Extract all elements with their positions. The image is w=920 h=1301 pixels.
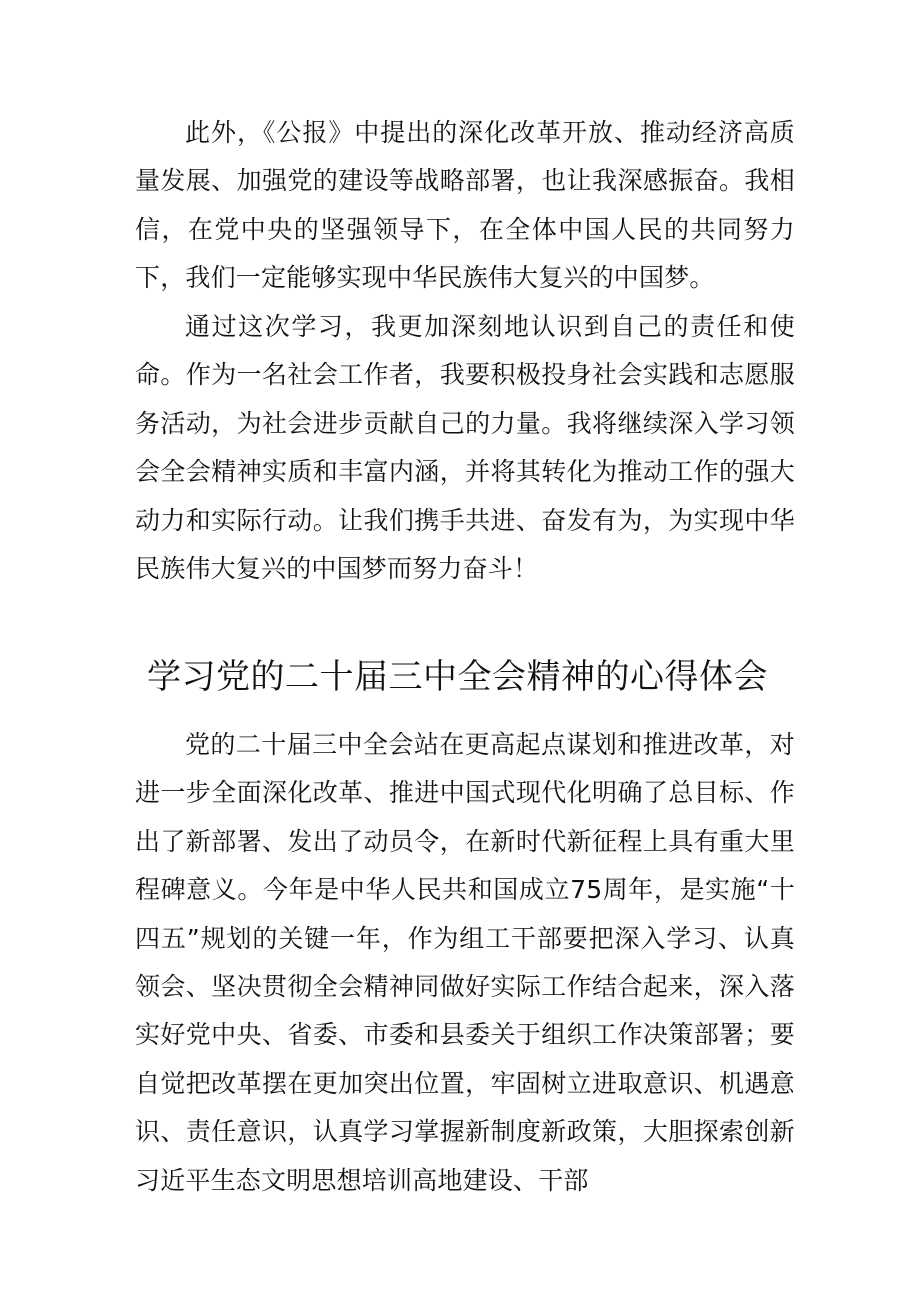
paragraph-section-body: 党的二十届三中全会站在更高起点谋划和推进改革，对进一步全面深化改革、推进中国式现代化明确了总目标、作出了新部署、发出了动员令，在新时代新征程上具有重大里程碑意义。今年是中华人民共和国成立75周年，是实施“十四五”规划的关键一年，作为组工干部要把深入学习、认真领会、坚决贯彻全会精神同做好实际工作结合起来，深入落实好党中央、省委、市委和县委关于组织工作决策部署；要自觉把改革摆在更加突出位置，牢固树立进取意识、机遇意识、责任意识，认真学习掌握新制度新政策，大胆探索创新习近平生态文明思想培训高地建设、干部 [135, 730, 795, 1195]
section-title: 学习党的二十届三中全会精神的心得体会 [147, 657, 768, 697]
paragraph-conclusion-part-1: 此外，《公报》中提出的深化改革开放、推动经济高质量发展、加强党的建设等战略部署，也让我深感振奋。我相信，在党中央的坚强领导下，在全体中国人民的共同努力下，我们一定能够实现中华民族伟大复兴的中国梦。 [135, 118, 795, 293]
paragraph-conclusion-part-2: 通过这次学习，我更加深刻地认识到自己的责任和使命。作为一名社会工作者，我要积极投身社会实践和志愿服务活动，为社会进步贡献自己的力量。我将继续深入学习领会全会精神实质和丰富内涵，并将其转化为推动工作的强大动力和实际行动。让我们携手共进、奋发有为，为实现中华民族伟大复兴的中国梦而努力奋斗！ [135, 312, 795, 584]
